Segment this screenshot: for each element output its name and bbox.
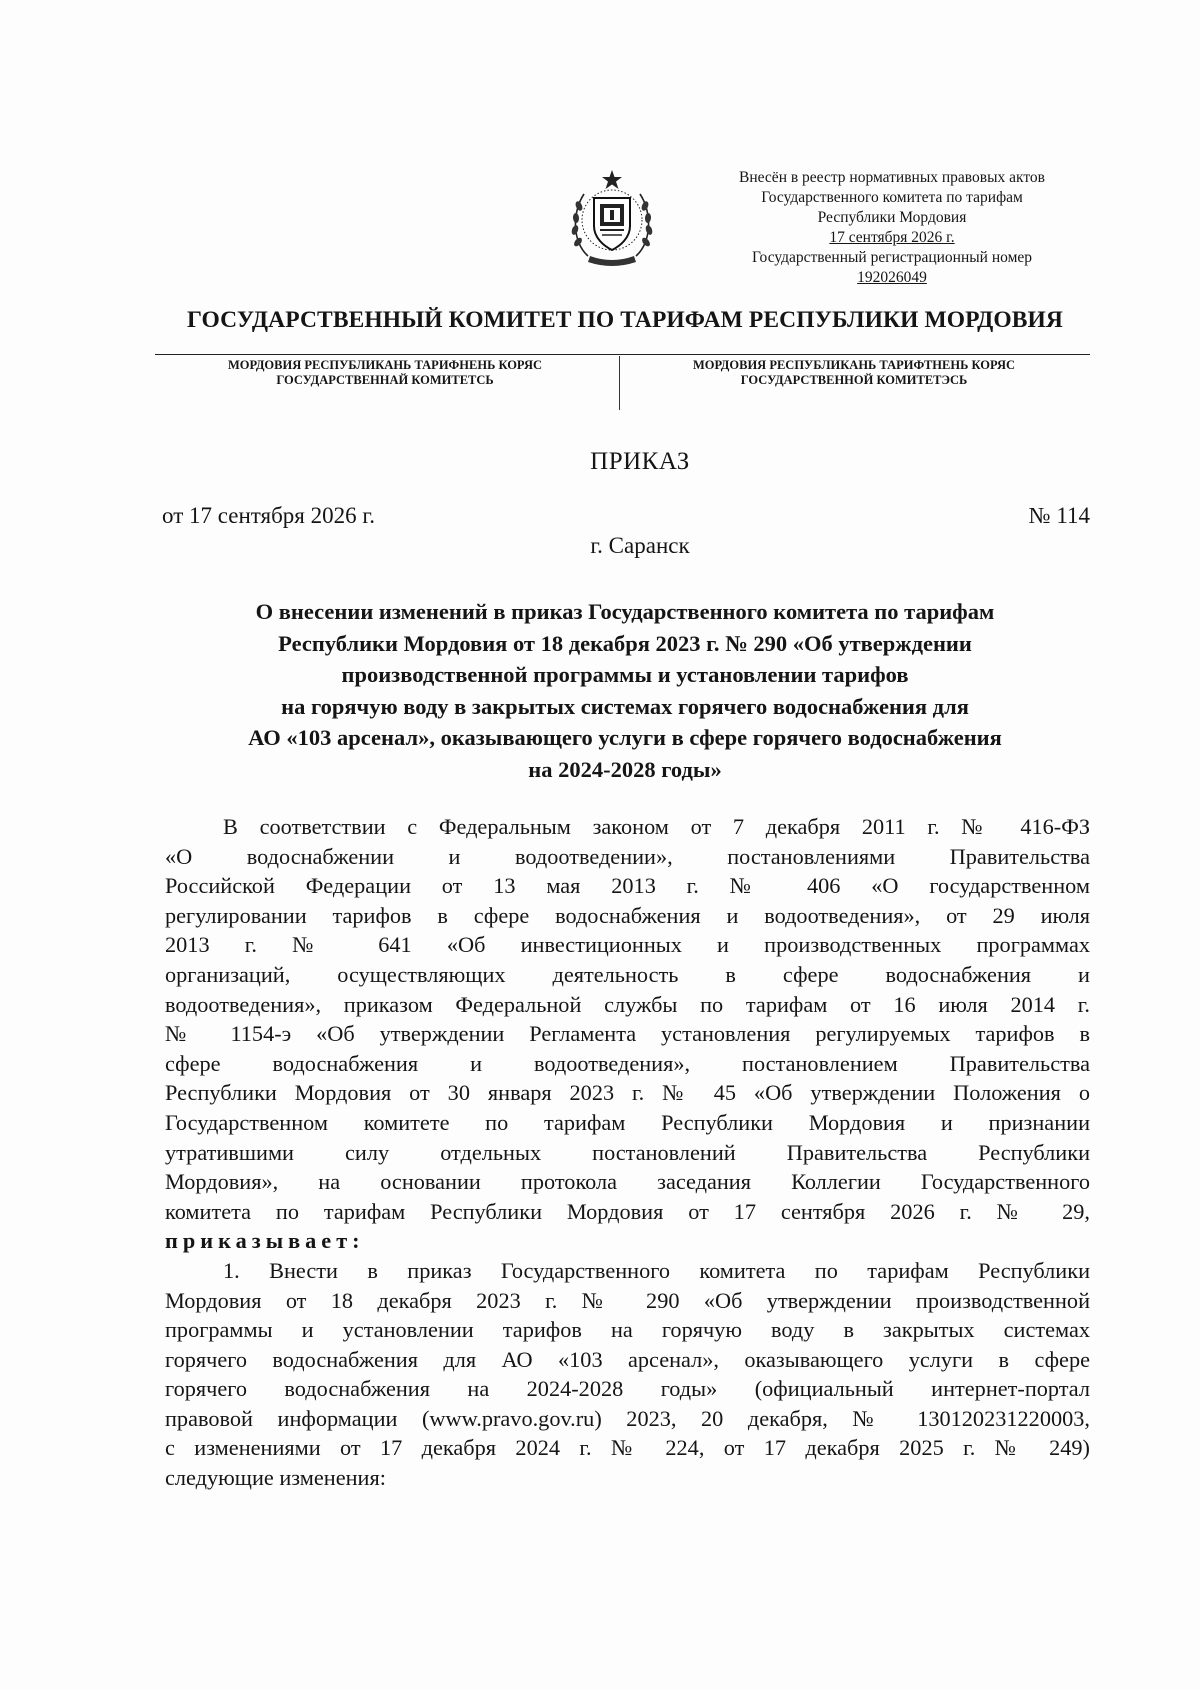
registry-line-3: Республики Мордовия bbox=[817, 209, 967, 226]
document-type: ПРИКАЗ bbox=[590, 448, 690, 475]
document-body bbox=[165, 812, 1090, 1493]
title-line: производственной программы и установлении тарифов bbox=[341, 662, 909, 687]
registry-date: 17 сентября 2026 г. bbox=[829, 229, 955, 246]
header-right-line-1: МОРДОВИЯ РЕСПУБЛИКАНЬ ТАРИФТНЕНЬ КОРЯС bbox=[692, 358, 1016, 372]
body-line: регулировании тарифов в сфере водоснабжения и водоотведения», от 29 июля bbox=[165, 902, 1090, 928]
header-right-line-2: ГОСУДАРСТВЕННОЙ КОМИТЕТЭСЬ bbox=[740, 373, 968, 387]
committee-name: ГОСУДАРСТВЕННЫЙ КОМИТЕТ ПО ТАРИФАМ РЕСПУБЛИКИ МОРДОВИЯ bbox=[187, 307, 1063, 333]
header-right-column bbox=[628, 358, 1080, 388]
body-line: Государственном комитете по тарифам Республики Мордовия и признании bbox=[165, 1109, 1090, 1135]
body-line: Мордовия», на основании протокола заседания Коллегии Государственного bbox=[165, 1169, 1090, 1195]
body-line: Республики Мордовия от 30 января 2023 г. № 45 «Об утверждении Положения о bbox=[165, 1080, 1090, 1106]
body-line: организаций, осуществляющих деятельность в сфере водоснабжения и bbox=[165, 961, 1090, 987]
title-line: О внесении изменений в приказ Государственного комитета по тарифам bbox=[255, 599, 995, 624]
body-line: горячего водоснабжения на 2024-2028 годы» (официальный интернет-портал bbox=[165, 1376, 1090, 1402]
body-line: 1. Внести в приказ Государственного комитета по тарифам Республики bbox=[223, 1257, 1090, 1283]
title-line: Республики Мордовия от 18 декабря 2023 г. № 290 «Об утверждении bbox=[278, 630, 972, 656]
body-line: сфере водоснабжения и водоотведения», постановлением Правительства bbox=[165, 1050, 1090, 1076]
header-divider bbox=[155, 354, 1090, 355]
registry-line-2: Государственного комитета по тарифам bbox=[761, 189, 1023, 206]
title-line: на горячую воду в закрытых системах горячего водоснабжения для bbox=[281, 693, 969, 719]
header-left-column bbox=[160, 358, 610, 388]
body-line: № 1154-э «Об утверждении Регламента установления регулируемых тарифов в bbox=[165, 1021, 1090, 1047]
body-line: горячего водоснабжения для АО «103 арсенал», оказывающего услуги в сфере bbox=[165, 1346, 1090, 1372]
body-line: с изменениями от 17 декабря 2024 г. № 224, от 17 декабря 2025 г. № 249) bbox=[165, 1435, 1090, 1461]
body-line: утратившими силу отдельных постановлений Правительства Республики bbox=[165, 1139, 1090, 1165]
body-line: следующие изменения: bbox=[165, 1465, 386, 1491]
body-line: правовой информации (www.pravo.gov.ru) 2023, 20 декабря, № 130120231220003, bbox=[165, 1405, 1090, 1431]
title-line: на 2024-2028 годы» bbox=[528, 756, 722, 782]
body-line: В соответствии с Федеральным законом от 7 декабря 2011 г. № 416-ФЗ bbox=[223, 814, 1090, 839]
registry-number: 192026049 bbox=[857, 269, 927, 286]
body-line: «О водоснабжении и водоотведении», постановлениями Правительства bbox=[165, 843, 1090, 869]
document-number: № 114 bbox=[1028, 503, 1090, 528]
registry-line-5: Государственный регистрационный номер bbox=[751, 249, 1033, 266]
title-line: АО «103 арсенал», оказывающего услуги в сфере горячего водоснабжения bbox=[248, 725, 1002, 750]
document-date: от 17 сентября 2026 г. bbox=[162, 503, 375, 528]
document-title bbox=[160, 596, 1090, 785]
header-column-divider bbox=[619, 356, 620, 410]
document-city: г. Саранск bbox=[590, 533, 690, 558]
body-line: 2013 г. № 641 «Об инвестиционных и производственных программах bbox=[165, 932, 1090, 958]
order-verb: приказывает: bbox=[165, 1228, 365, 1254]
body-line: Российской Федерации от 13 мая 2013 г. № 406 «О государственном bbox=[165, 873, 1090, 899]
body-line: Мордовия от 18 декабря 2023 г. № 290 «Об утверждении производственной bbox=[165, 1287, 1090, 1313]
registry-stamp bbox=[712, 168, 1072, 288]
registry-line-1: Внесён в реестр нормативных правовых актов bbox=[739, 169, 1045, 186]
body-line: программы и установлении тарифов на горячую воду в закрытых системах bbox=[165, 1317, 1090, 1343]
body-line: комитета по тарифам Республики Мордовия от 17 сентября 2026 г. № 29, bbox=[165, 1198, 1090, 1224]
header-left-line-2: ГОСУДАРСТВЕННАЙ КОМИТЕТСЬ bbox=[276, 373, 494, 387]
coat-of-arms-emblem bbox=[566, 168, 658, 270]
body-line: водоотведения», приказом Федеральной службы по тарифам от 16 июля 2014 г. bbox=[165, 991, 1090, 1017]
header-left-line-1: МОРДОВИЯ РЕСПУБЛИКАНЬ ТАРИФНЕНЬ КОРЯС bbox=[228, 358, 542, 372]
